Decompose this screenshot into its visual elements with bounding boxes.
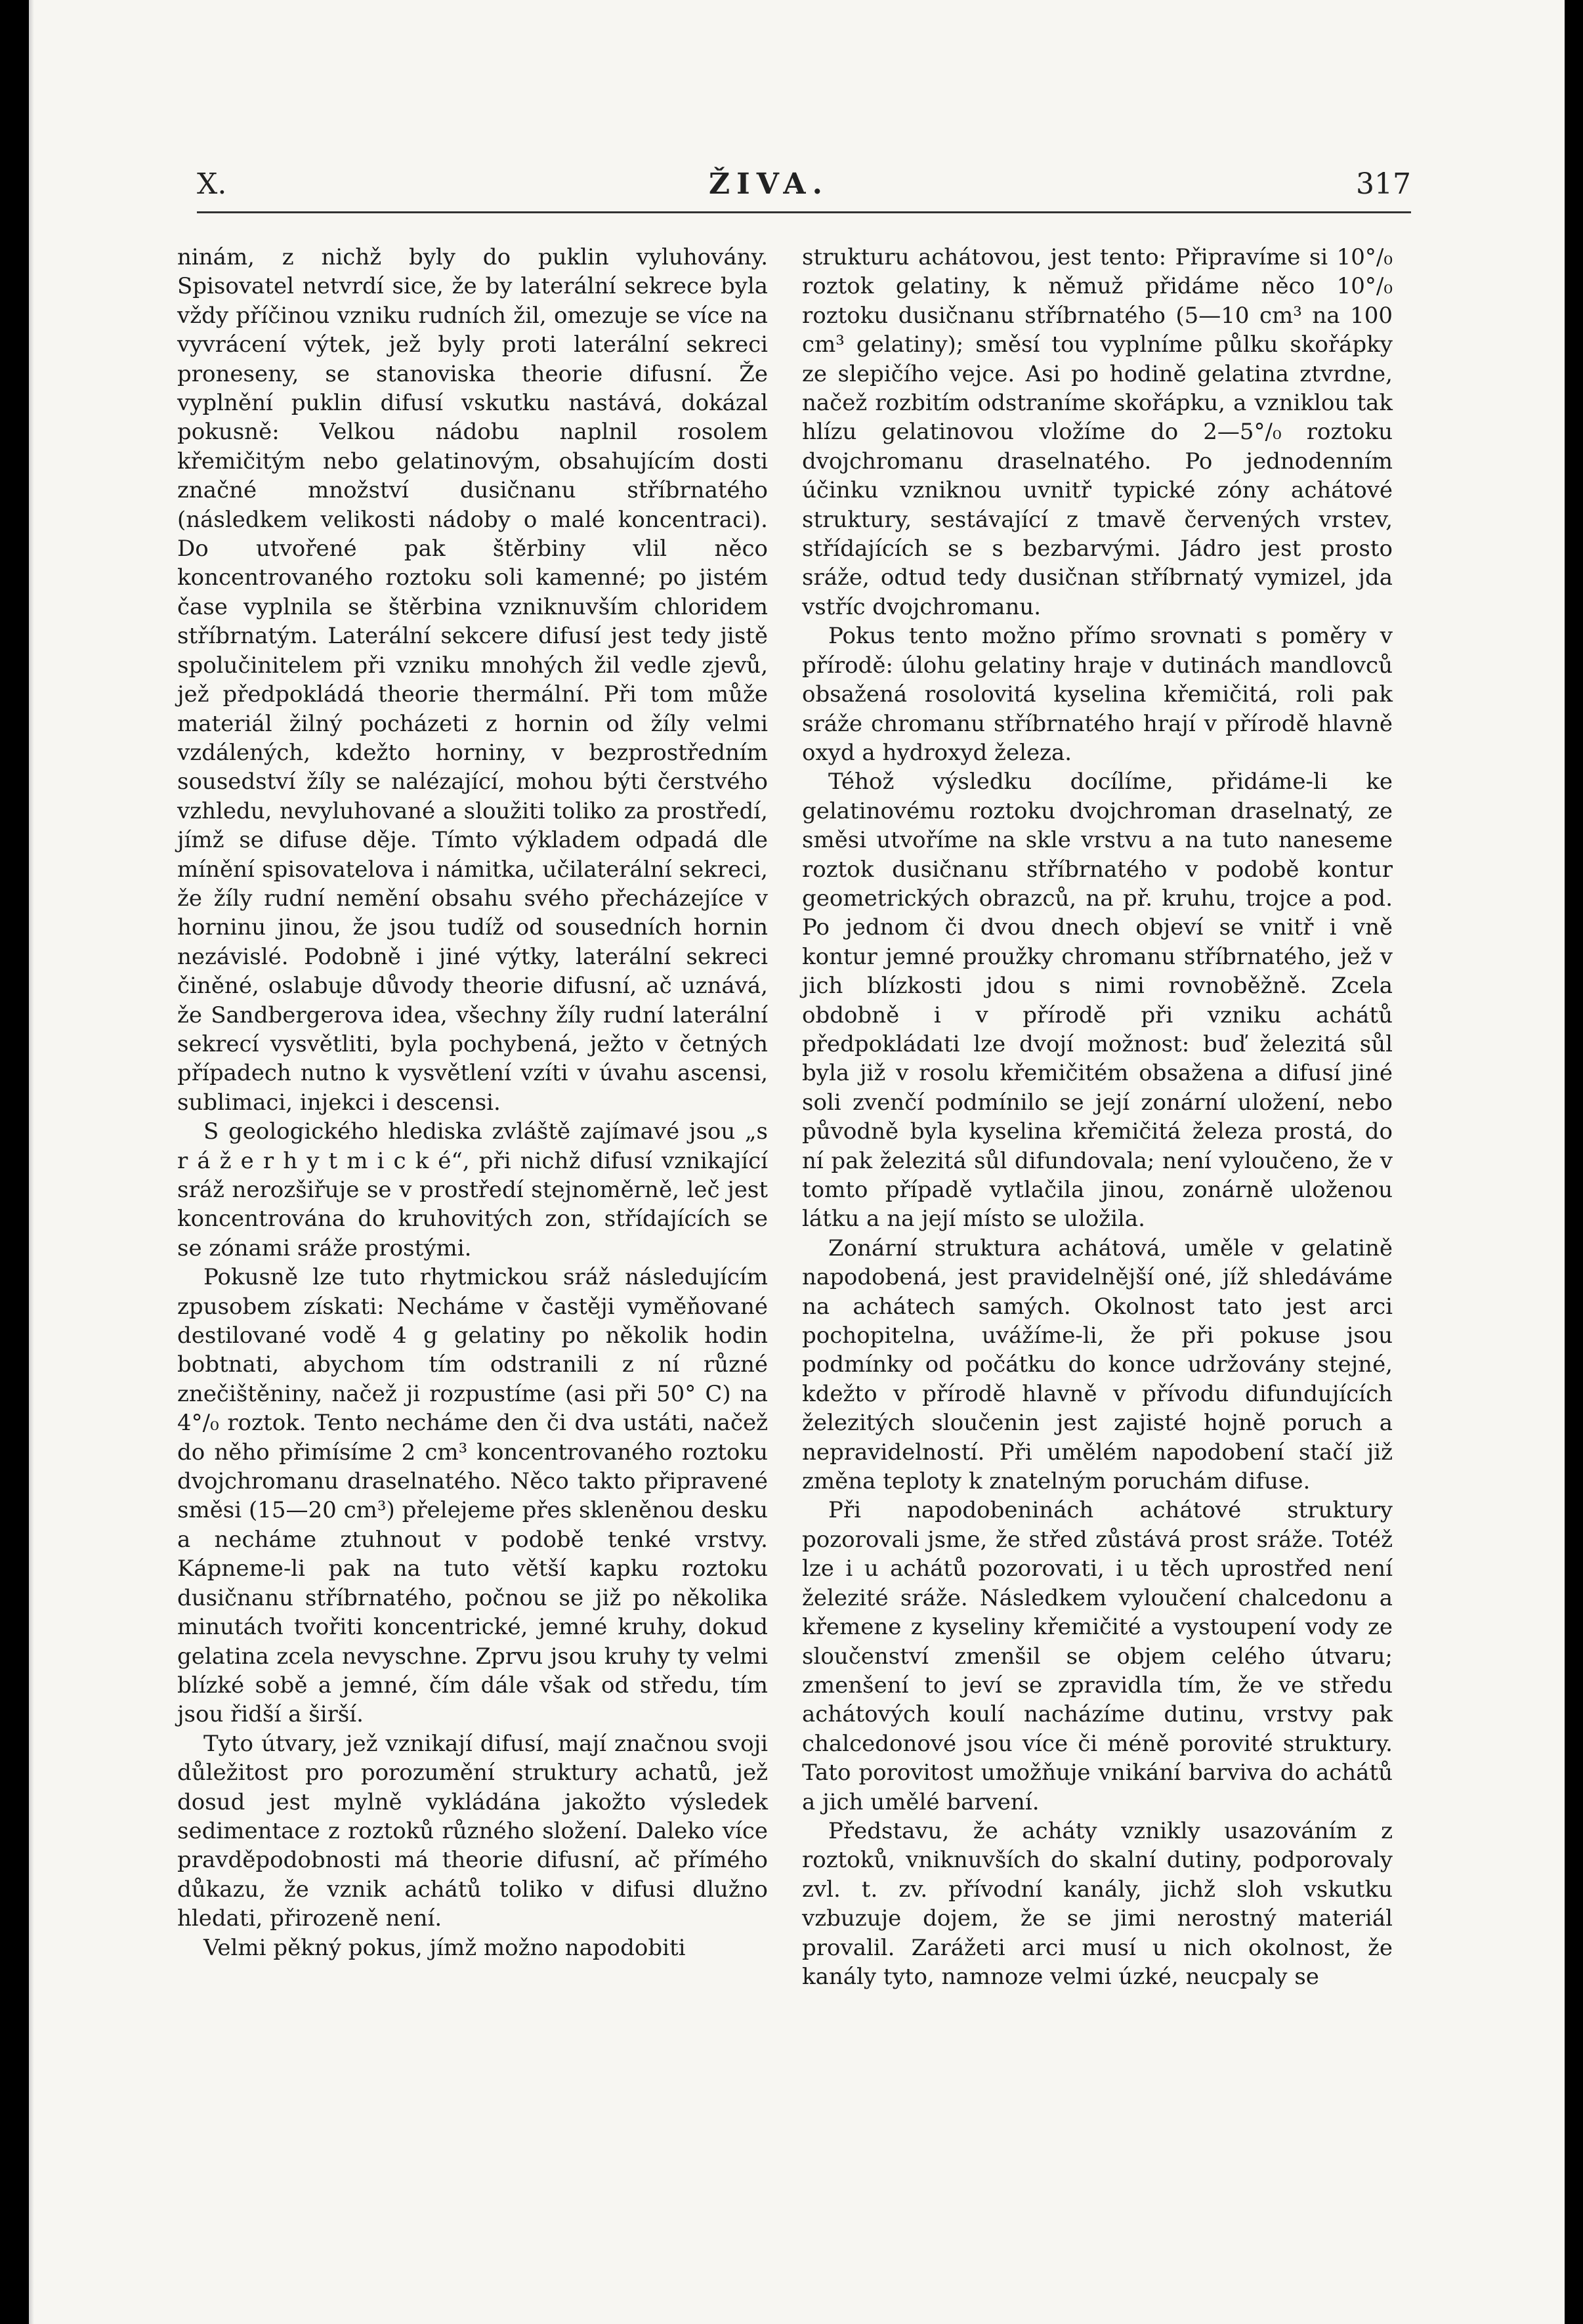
right-column [802,243,1393,1991]
paragraph: Velmi pěkný pokus, jímž možno napodobiti [203,1934,686,1961]
paragraph: Tyto útvary, jež vznikají difusí, mají značnou svoji důležitost pro porozumění struktury achatů, jež dosud jest mylně vykládána jakožto výsledek sedimentace z roztoků různého složení. Daleko více pravděpodobnosti má theorie difusní, ač přímého důkazu, že vznik achátů toliko v difusi dlužno hledati, přirozeně není. [177,1730,768,1932]
paragraph: strukturu achátovou, jest tento: Připravíme si 10°/₀ roztok gelatiny, k němuž přidáme něco 10°/₀ roztoku dusičnanu stříbrnatého (5—10 cm³ na 100 cm³ gelatiny); směsí tou vyplníme půlku skořápky ze slepičího vejce. Asi po hodině gelatina ztvrdne, načež rozbitím odstraníme skořápku, a vzniklou tak hlízu gelatinovou vložíme do 2—5°/₀ roztoku dvojchromanu draselnatého. Po jednodenním účinku vzniknou uvnitř typické zóny achátové struktury, sestávající z tmavě červených vrstev, střídajících se s bezbarvými. Jádro jest prosto sráže, odtud tedy dusičnan stříbrnatý vymizel, jda vstříc dvojchromanu. [802,244,1393,620]
paragraph: Zonární struktura achátová, uměle v gelatině napodobená, jest pravidelnější oné, jíž shledáváme na achátech samých. Okolnost tato jest arci pochopitelna, uvážíme-li, že při pokuse jsou podmínky od počátku do konce udržovány stejné, kdežto v přírodě hlavně v přívodu difundujících železitých sloučenin jest zajisté hojně poruch a nepravidelností. Při umělém napodobení stačí již změna teploty k znatelným poruchám difuse. [802,1235,1393,1495]
paragraph: Představu, že acháty vznikly usazováním z roztoků, vniknuvších do skalní dutiny, podporovaly zvl. t. zv. přívodní kanály, jichž sloh vskutku vzbuzuje dojem, že se jimi nerostný materiál provalil. Zarážeti arci musí u nich okolnost, že kanály tyto, namnoze velmi úzké, neucpaly se [802,1817,1393,1990]
journal-title: ŽIVA. [709,167,829,201]
running-head [197,167,1411,207]
journal-page [29,0,1565,2324]
paragraph: Pokusně lze tuto rhytmickou sráž následujícím zpusobem získati: Necháme v častěji vyměňované destilované vodě 4 g gelatiny po několik hodin bobtnati, abychom tím odstranili z ní různé znečištěniny, načež ji rozpustíme (asi při 50° C) na 4°/₀ roztok. Tento necháme den či dva ustáti, načež do něho přimísíme 2 cm³ koncentrovaného roztoku dvojchromanu draselnatého. Něco takto připravené směsi (15—20 cm³) přelejeme přes skleněnou desku a necháme ztuhnout v podobě tenké vrstvy. Kápneme-li pak na tuto větší kapku roztoku dusičnanu stříbrnatého, počnou se již po několika minutách tvořiti koncentrické, jemné kruhy, dokud gelatina zcela nevyschne. Zprvu jsou kruhy ty velmi blízké sobě a jemné, čím dále však od středu, tím jsou řidší a širší. [177,1264,768,1728]
paragraph: ninám, z nichž byly do puklin vyluhovány. Spisovatel netvrdí sice, že by laterální sekrece byla vždy příčinou vzniku rudních žil, omezuje se více na vyvrácení výtek, jež byly proti laterální sekreci proneseny, se stanoviska theorie difusní. Že vyplnění puklin difusí vskutku nastává, dokázal pokusně: Velkou nádobu naplnil rosolem křemičitým nebo gelatinovým, obsahujícím dosti značné množství dusičnanu stříbrnatého (následkem velikosti nádoby o malé koncentraci). Do utvořené pak štěrbiny vlil něco koncentrovaného roztoku soli kamenné; po jistém čase vyplnila se štěrbina vzniknuvším chloridem stříbrnatým. Laterální sekcere difusí jest tedy jistě spolučinitelem při vzniku mnohých žil vedle zjevů, jež předpokládá theorie thermální. Při tom může materiál žilný pocházeti z hornin od žíly velmi vzdálených, kdežto horniny, v bezprostředním sousedství žíly se nalézající, mohou býti čerstvého vzhledu, nevyluhované a sloužiti toliko za prostředí, jímž se difuse děje. Tímto výkladem odpadá dle mínění spisovatelova i námitka, učilaterální sekreci, že žíly rudní nemění obsahu svého přecházejíce v horninu jinou, že jsou tudíž od sousedních hornin nezávislé. Podobně i jiné výtky, laterální sekreci činěné, oslabuje důvody theorie difusní, ač uznává, že Sandbergerova idea, všechny žíly rudní laterální sekrecí vysvětliti, byla pochybená, ježto v četných případech nutno k vysvětlení vzíti v úvahu ascensi, sublimaci, injekci i descensi. [177,244,768,1116]
left-column [177,243,768,1962]
paragraph: Při napodobeninách achátové struktury pozorovali jsme, že střed zůstává prost sráže. Totéž lze i u achátů pozorovati, i u těch uprostřed není železité sráže. Následkem vyloučení chalcedonu a křemene z kyseliny křemičité a vystoupení vody ze sloučenství zmenšil se objem celého útvaru; zmenšení to jeví se zpravidla tím, že ve středu achátových koulí nacházíme dutinu, vrstvy pak chalcedonové jsou více či méně porovité struktury. Tato porovitost umožňuje vnikání barviva do achátů a jich umělé barvení. [802,1497,1393,1815]
scan-shadow [29,0,34,2324]
paragraph: Téhož výsledku docílíme, přidáme-li ke gelatinovému roztoku dvojchroman draselnatý, ze směsi utvoříme na skle vrstvu a na tuto naneseme roztok dusičnanu stříbrnatého v podobě kontur geometrických obrazců, na př. kruhu, trojce a pod. Po jednom či dvou dnech objeví se vnitř i vně kontur jemné proužky chromanu stříbrnatého, jež v jich blízkosti jdou s nimi rovnoběžně. Zcela obdobně i v přírodě při vzniku achátů předpokládati lze dvojí možnost: buď železitá sůl byla již v rosolu křemičitém obsažena a difusí jiné soli zvenčí podmínilo se její zonární uložení, nebo původně byla kyselina křemičitá železa prostá, do ní pak železitá sůl difundovala; není vyloučeno, že v tomto případě vytlačila jinou, zonárně uloženou látku a na její místo se uložila. [802,769,1393,1233]
page-number: 317 [1356,167,1411,201]
volume-number: X. [197,167,227,201]
paragraph: Pokus tento možno přímo srovnati s poměry v přírodě: úlohu gelatiny hraje v dutinách mandlovců obsažená rosolovitá kyselina křemičitá, roli pak sráže chromanu stříbrnatého hrají v přírodě hlavně oxyd a hydroxyd železa. [802,623,1393,766]
paragraph: S geologického hlediska zvláště zajímavé jsou „s r á ž e r h y t m i c k é“, při nichž difusí vznikající sráž nerozšiřuje se v prostředí stejnoměrně, leč jest koncentrována do kruhovitých zon, střídajících se se zónami sráže prostými. [177,1118,768,1261]
header-rule [197,211,1411,213]
